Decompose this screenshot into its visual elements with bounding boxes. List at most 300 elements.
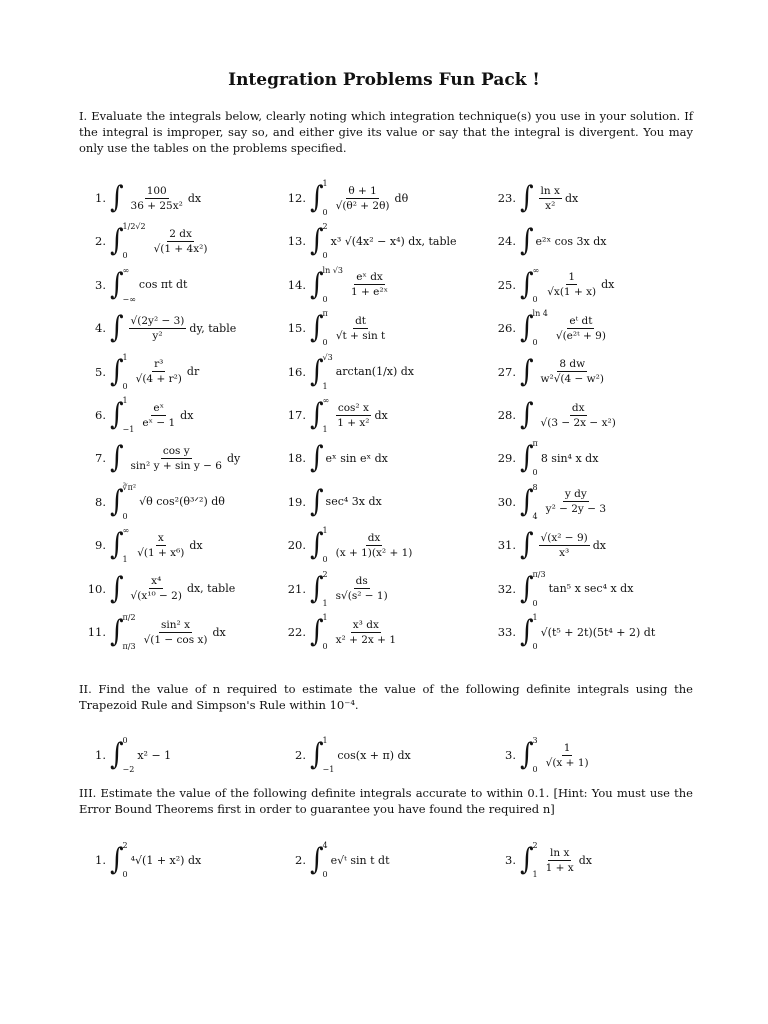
differential: dx bbox=[187, 191, 202, 205]
numerator: dx bbox=[367, 531, 381, 544]
integral-sign bbox=[310, 613, 328, 651]
fraction bbox=[539, 358, 606, 385]
integral-sign bbox=[110, 841, 128, 879]
lower-limit: 0 bbox=[322, 338, 328, 348]
problem-number: 3. bbox=[505, 748, 516, 762]
integral-sign bbox=[520, 570, 546, 608]
numerator: x⁴ bbox=[151, 575, 162, 588]
upper-limit: ∞ bbox=[322, 396, 330, 405]
denominator: √(θ² + 2θ) bbox=[335, 199, 390, 212]
problem-number: 22. bbox=[287, 625, 306, 639]
integral-symbol: ∫ bbox=[520, 842, 534, 878]
denominator: √x(1 + x) bbox=[547, 286, 597, 299]
integral-symbol: ∫ bbox=[110, 224, 124, 259]
integral-limits bbox=[323, 736, 335, 774]
integral-limits bbox=[323, 353, 333, 391]
integral-limits bbox=[323, 396, 330, 434]
denominator: w²√(4 − w²) bbox=[540, 373, 604, 386]
integral-sign bbox=[110, 266, 136, 304]
differential: dx, table bbox=[186, 582, 236, 596]
integrand: √(t⁵ + 2t)(5t⁴ + 2) dt bbox=[540, 625, 656, 639]
integral-sign bbox=[310, 353, 333, 391]
differential: dx bbox=[212, 625, 226, 639]
denominator: √(4 + r²) bbox=[135, 373, 182, 386]
integral-symbol: ∫ bbox=[310, 397, 324, 433]
upper-limit: π bbox=[322, 309, 328, 319]
integral-symbol: ∫ bbox=[310, 614, 324, 650]
problem-number: 4. bbox=[95, 321, 106, 336]
problem-number: 27. bbox=[497, 364, 516, 379]
numerator: x³ dx bbox=[352, 618, 379, 631]
problem-number: 28. bbox=[497, 408, 516, 422]
integral-sign bbox=[310, 439, 323, 477]
fraction bbox=[545, 271, 598, 298]
differential: dx bbox=[564, 191, 579, 205]
problem-item bbox=[80, 610, 226, 654]
denominator: √(e²ᵗ + 9) bbox=[555, 329, 606, 342]
numerator: eˣ dx bbox=[356, 271, 383, 284]
integral-sign bbox=[310, 736, 334, 774]
integrand: sec⁴ 3x dx bbox=[325, 495, 382, 509]
upper-limit: ln 4 bbox=[532, 309, 548, 319]
problem-expression bbox=[520, 570, 633, 608]
problem-number: 3. bbox=[505, 853, 516, 867]
problem-number: 25. bbox=[497, 277, 516, 292]
integral-symbol: ∫ bbox=[520, 441, 534, 476]
problem-item bbox=[280, 733, 411, 777]
upper-limit: 1 bbox=[122, 352, 128, 362]
problem-number: 3. bbox=[95, 277, 106, 292]
problem-expression bbox=[110, 309, 236, 347]
problem-number: 10. bbox=[87, 581, 106, 596]
fraction bbox=[129, 315, 187, 342]
problem-item bbox=[80, 306, 236, 350]
differential: dx bbox=[601, 278, 615, 292]
problem-item bbox=[490, 567, 633, 611]
problem-item bbox=[280, 306, 390, 350]
problem-expression bbox=[310, 483, 382, 521]
fraction bbox=[349, 271, 390, 298]
fraction bbox=[142, 619, 210, 646]
integrand: x² − 1 bbox=[137, 748, 172, 762]
upper-limit: π/2 bbox=[122, 613, 136, 622]
denominator: 1 + x bbox=[545, 861, 574, 874]
problem-number: 9. bbox=[95, 538, 106, 553]
fraction bbox=[334, 532, 415, 559]
integral-symbol: ∫ bbox=[520, 224, 534, 259]
upper-limit: π/3 bbox=[532, 569, 546, 579]
problem-item bbox=[490, 733, 594, 777]
problem-number: 6. bbox=[95, 408, 106, 422]
integral-sign bbox=[520, 526, 533, 564]
fraction bbox=[152, 228, 210, 255]
integral-symbol: ∫ bbox=[110, 571, 124, 606]
integral-sign bbox=[110, 483, 136, 521]
numerator: 1 bbox=[568, 271, 575, 284]
problem-item bbox=[80, 523, 203, 567]
integral-symbol: ∫ bbox=[310, 842, 324, 878]
lower-limit: 4 bbox=[532, 511, 538, 521]
fraction bbox=[140, 402, 177, 429]
problem-number: 30. bbox=[497, 494, 516, 509]
integrand: ⁴√(1 + x²) dx bbox=[130, 853, 202, 867]
upper-limit: ln √3 bbox=[322, 265, 343, 275]
problem-item bbox=[80, 176, 201, 220]
upper-limit: 8 bbox=[532, 482, 538, 492]
integral-sign bbox=[520, 309, 548, 347]
integral-symbol: ∫ bbox=[110, 180, 124, 216]
problem-item bbox=[280, 567, 393, 611]
problem-number: 15. bbox=[287, 321, 306, 336]
integrand: x³ √(4x² − x⁴) dx, table bbox=[330, 234, 457, 248]
problem-number: 1. bbox=[95, 191, 106, 205]
lower-limit: 0 bbox=[322, 294, 328, 304]
lower-limit: 0 bbox=[322, 870, 328, 879]
lower-limit: 1 bbox=[322, 598, 328, 608]
problem-expression bbox=[310, 396, 388, 434]
problem-expression bbox=[310, 841, 390, 879]
upper-limit: √3 bbox=[322, 352, 333, 362]
numerator: r³ bbox=[154, 358, 164, 371]
denominator: √(1 − cos x) bbox=[143, 633, 208, 646]
lower-limit: 0 bbox=[322, 555, 328, 565]
fraction bbox=[129, 445, 224, 472]
upper-limit: 2 bbox=[532, 841, 538, 850]
denominator: 1 + x² bbox=[337, 416, 370, 429]
integral-sign bbox=[110, 309, 123, 347]
problem-expression bbox=[520, 613, 655, 651]
numerator: 8 dw bbox=[559, 358, 586, 371]
problem-item bbox=[490, 480, 611, 524]
fraction bbox=[334, 619, 398, 646]
differential: dx bbox=[189, 538, 203, 552]
problem-expression bbox=[520, 841, 592, 879]
problem-item bbox=[80, 263, 187, 307]
numerator: eˣ bbox=[153, 401, 165, 414]
problem-expression bbox=[310, 570, 393, 608]
integral-symbol: ∫ bbox=[110, 441, 124, 476]
integral-limits bbox=[533, 570, 546, 608]
integral-limits bbox=[533, 266, 540, 304]
denominator: √(x + 1) bbox=[545, 756, 589, 769]
integral-symbol: ∫ bbox=[520, 571, 534, 606]
integral-sign bbox=[310, 483, 323, 521]
integral-sign bbox=[520, 396, 533, 434]
problem-number: 8. bbox=[95, 494, 106, 509]
integral-sign bbox=[520, 266, 539, 304]
problem-number: 5. bbox=[95, 364, 106, 379]
problem-number: 2. bbox=[295, 853, 306, 867]
problem-expression bbox=[110, 483, 225, 521]
integral-sign bbox=[310, 309, 328, 347]
problem-item bbox=[280, 523, 417, 567]
lower-limit: 0 bbox=[532, 468, 538, 478]
denominator: √t + sin t bbox=[335, 329, 386, 342]
denominator: √(1 + x⁶) bbox=[137, 546, 185, 559]
lower-limit: −2 bbox=[122, 765, 135, 774]
numerator: 1 bbox=[563, 741, 571, 754]
problem-expression bbox=[520, 526, 606, 564]
upper-limit: 1 bbox=[122, 396, 128, 405]
problem-number: 23. bbox=[497, 191, 516, 205]
integrand: eˣ sin eˣ dx bbox=[325, 451, 388, 465]
problem-expression bbox=[110, 396, 193, 434]
lower-limit: 0 bbox=[122, 511, 128, 521]
problem-number: 12. bbox=[287, 191, 306, 205]
problem-item bbox=[280, 436, 388, 480]
denominator: 36 + 25x² bbox=[130, 199, 183, 212]
differential: dx bbox=[578, 853, 592, 867]
fraction bbox=[539, 532, 590, 559]
denominator: eˣ − 1 bbox=[142, 416, 176, 429]
integral-sign bbox=[110, 353, 128, 391]
problem-item bbox=[80, 567, 235, 611]
integral-sign bbox=[310, 179, 328, 217]
differential: dx bbox=[180, 408, 194, 422]
upper-limit: 1 bbox=[322, 613, 328, 622]
problem-number: 2. bbox=[95, 234, 106, 249]
problem-number: 1. bbox=[95, 853, 106, 867]
fraction bbox=[129, 575, 184, 602]
integral-symbol: ∫ bbox=[520, 527, 534, 563]
problem-item bbox=[490, 350, 609, 394]
section-one-instructions: I. Evaluate the integrals below, clearly noting which integration technique(s) you use in your solution. If the integral is improper, say so, and either give its value or say that the integral is divergent. You may only use the tables on the problems specified. bbox=[79, 109, 693, 155]
numerator: ln x bbox=[549, 846, 570, 859]
denominator: x² + 2x + 1 bbox=[335, 633, 397, 646]
upper-limit: 1 bbox=[322, 736, 328, 745]
fraction bbox=[334, 575, 390, 602]
problem-expression bbox=[310, 266, 393, 304]
problem-item bbox=[490, 306, 611, 350]
integral-limits bbox=[123, 396, 135, 434]
problem-number: 1. bbox=[95, 748, 106, 762]
integrand: cos πt dt bbox=[138, 278, 188, 292]
integral-sign bbox=[110, 526, 129, 564]
numerator: 100 bbox=[146, 184, 167, 197]
problem-number: 31. bbox=[497, 538, 516, 553]
problem-expression bbox=[520, 483, 611, 521]
integral-symbol: ∫ bbox=[110, 737, 124, 773]
problem-number: 32. bbox=[497, 581, 516, 596]
upper-limit: ∞ bbox=[122, 265, 130, 275]
problem-item bbox=[490, 523, 606, 567]
problem-number: 11. bbox=[87, 625, 106, 639]
problem-item bbox=[280, 263, 393, 307]
upper-limit: 2 bbox=[322, 569, 328, 579]
numerator: cos² x bbox=[337, 401, 369, 414]
differential: dx bbox=[374, 408, 388, 422]
problem-number: 16. bbox=[287, 364, 306, 379]
lower-limit: 1 bbox=[122, 555, 128, 565]
lower-limit: −∞ bbox=[122, 294, 136, 304]
integrand: e²ˣ cos 3x dx bbox=[535, 234, 607, 248]
denominator: sin² y + sin y − 6 bbox=[130, 459, 222, 472]
fraction bbox=[335, 402, 371, 429]
problem-item bbox=[280, 393, 388, 437]
numerator: √(2y² − 3) bbox=[130, 314, 185, 327]
integral-sign bbox=[110, 570, 123, 608]
problem-item bbox=[490, 838, 592, 882]
integral-symbol: ∫ bbox=[520, 180, 534, 216]
integral-symbol: ∫ bbox=[520, 614, 534, 650]
integral-limits bbox=[123, 483, 137, 521]
integral-symbol: ∫ bbox=[310, 737, 324, 773]
problem-item bbox=[80, 733, 171, 777]
integral-sign bbox=[520, 841, 538, 879]
denominator: √(1 + 4x²) bbox=[153, 242, 208, 255]
denominator: y² bbox=[152, 329, 163, 342]
problem-expression bbox=[310, 736, 411, 774]
integral-limits bbox=[123, 526, 130, 564]
fraction bbox=[134, 358, 184, 385]
problem-expression bbox=[110, 736, 171, 774]
integral-symbol: ∫ bbox=[310, 267, 324, 303]
integral-sign bbox=[520, 613, 538, 651]
problem-item bbox=[490, 436, 598, 480]
upper-limit: ∞ bbox=[532, 265, 540, 275]
integral-limits bbox=[123, 736, 135, 774]
fraction bbox=[129, 185, 185, 212]
upper-limit: 1 bbox=[532, 613, 538, 622]
denominator: 1 + e²ˣ bbox=[351, 286, 389, 299]
integral-sign bbox=[310, 526, 328, 564]
fraction bbox=[544, 742, 591, 769]
problem-item bbox=[280, 838, 390, 882]
upper-limit: 0 bbox=[122, 736, 128, 745]
problem-expression bbox=[110, 266, 187, 304]
fraction bbox=[544, 847, 576, 874]
problem-number: 24. bbox=[497, 234, 516, 249]
problem-item bbox=[80, 219, 212, 263]
integral-sign bbox=[110, 439, 123, 477]
problem-expression bbox=[310, 309, 390, 347]
lower-limit: 1 bbox=[322, 381, 328, 391]
problem-expression bbox=[520, 309, 611, 347]
lower-limit: 1 bbox=[532, 870, 538, 879]
integrand: arctan(1/x) dx bbox=[335, 365, 415, 379]
problem-number: 20. bbox=[287, 538, 306, 553]
problem-expression bbox=[310, 179, 408, 217]
problem-expression bbox=[520, 266, 614, 304]
numerator: y dy bbox=[564, 488, 587, 501]
integral-symbol: ∫ bbox=[110, 354, 124, 389]
numerator: √(x² − 9) bbox=[540, 531, 588, 544]
integral-symbol: ∫ bbox=[310, 310, 324, 346]
denominator: (x + 1)(x² + 1) bbox=[335, 546, 413, 559]
problem-expression bbox=[110, 570, 235, 608]
denominator: x³ bbox=[559, 546, 570, 559]
integral-symbol: ∫ bbox=[520, 310, 534, 346]
upper-limit: ∛π² bbox=[122, 482, 137, 492]
integrand: cos(x + π) dx bbox=[337, 748, 411, 762]
upper-limit: 1 bbox=[322, 179, 328, 188]
integral-sign bbox=[520, 736, 538, 774]
fraction bbox=[539, 185, 562, 212]
denominator: x² bbox=[545, 199, 556, 212]
integral-symbol: ∫ bbox=[310, 484, 324, 520]
problem-item bbox=[490, 393, 621, 437]
denominator: √(x¹⁰ − 2) bbox=[130, 590, 182, 603]
integrand: 8 sin⁴ x dx bbox=[540, 451, 599, 465]
problem-number: 17. bbox=[287, 408, 306, 422]
upper-limit: 1/2√2 bbox=[122, 222, 146, 232]
integral-limits bbox=[123, 222, 146, 260]
upper-limit: 2 bbox=[322, 222, 328, 232]
integral-symbol: ∫ bbox=[520, 397, 534, 433]
problem-expression bbox=[520, 353, 609, 391]
problem-expression bbox=[520, 736, 594, 774]
integral-symbol: ∫ bbox=[310, 571, 324, 606]
integral-sign bbox=[110, 179, 123, 217]
problem-expression bbox=[110, 613, 226, 651]
lower-limit: −1 bbox=[322, 765, 335, 774]
integral-symbol: ∫ bbox=[520, 484, 534, 520]
integral-sign bbox=[110, 613, 136, 651]
problem-item bbox=[80, 436, 240, 480]
problem-number: 29. bbox=[497, 451, 516, 466]
problem-expression bbox=[110, 439, 240, 477]
section-two-instructions: II. Find the value of n required to estimate the value of the following definite integrals using the Trapezoid Rule and Simpson's Rule within 10⁻⁴. bbox=[79, 682, 693, 712]
problem-expression bbox=[310, 353, 414, 391]
problem-expression bbox=[310, 613, 401, 651]
lower-limit: 0 bbox=[532, 765, 538, 774]
numerator: sin² x bbox=[161, 618, 191, 631]
lower-limit: 0 bbox=[322, 208, 328, 217]
integral-symbol: ∫ bbox=[110, 397, 124, 433]
fraction bbox=[554, 315, 608, 342]
differential: dy, table bbox=[189, 321, 237, 335]
upper-limit: π bbox=[532, 439, 538, 449]
differential: dθ bbox=[394, 191, 409, 205]
lower-limit: 0 bbox=[532, 294, 538, 304]
integral-sign bbox=[520, 439, 538, 477]
integral-symbol: ∫ bbox=[520, 354, 534, 389]
numerator: dx bbox=[571, 401, 585, 414]
problem-item bbox=[280, 350, 414, 394]
problem-expression bbox=[310, 526, 417, 564]
integral-sign bbox=[310, 396, 329, 434]
integral-symbol: ∫ bbox=[110, 267, 124, 303]
problem-number: 13. bbox=[287, 234, 306, 249]
numerator: ln x bbox=[540, 184, 560, 197]
integral-symbol: ∫ bbox=[310, 527, 324, 563]
numerator: eᵗ dt bbox=[569, 314, 593, 327]
numerator: 2 dx bbox=[169, 227, 192, 240]
integral-sign bbox=[520, 353, 533, 391]
lower-limit: 0 bbox=[122, 381, 128, 391]
problem-number: 7. bbox=[95, 451, 106, 466]
integral-limits bbox=[123, 266, 136, 304]
integral-sign bbox=[520, 483, 538, 521]
problem-expression bbox=[520, 179, 578, 217]
problem-expression bbox=[520, 396, 621, 434]
problem-item bbox=[490, 610, 655, 654]
differential: dy bbox=[226, 451, 241, 465]
integral-sign bbox=[310, 841, 328, 879]
problem-item bbox=[490, 176, 578, 220]
problem-number: 19. bbox=[287, 494, 306, 509]
integral-symbol: ∫ bbox=[310, 441, 324, 476]
problem-item bbox=[80, 393, 193, 437]
integral-sign bbox=[310, 570, 328, 608]
integral-sign bbox=[520, 179, 533, 217]
integral-symbol: ∫ bbox=[110, 310, 124, 346]
differential: dr bbox=[186, 365, 200, 379]
problem-expression bbox=[110, 841, 201, 879]
integrand: e√ᵗ sin t dt bbox=[330, 853, 390, 867]
problem-number: 2. bbox=[295, 748, 306, 762]
problem-item bbox=[280, 219, 457, 263]
